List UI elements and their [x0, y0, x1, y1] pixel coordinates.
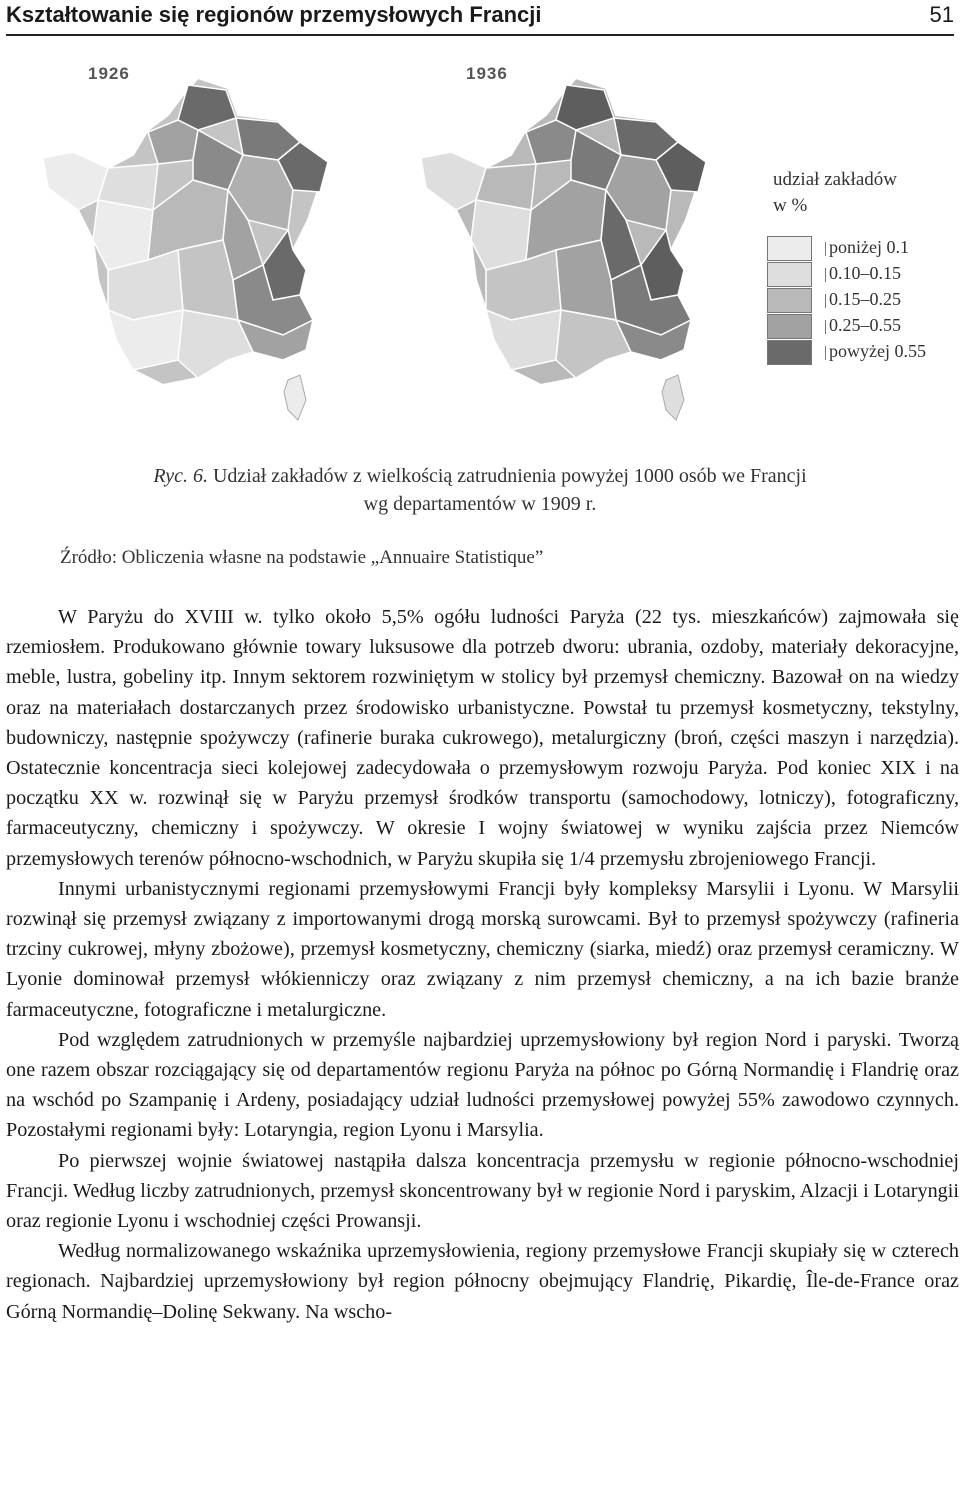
map-year-label: 1926 [88, 64, 130, 83]
legend-title-line2: w % [773, 195, 808, 216]
figure-number: Ryc. 6. [153, 465, 208, 487]
legend-label: 0.15–0.25 [829, 289, 901, 309]
legend-swatch [767, 314, 812, 339]
legend-tick [825, 268, 826, 282]
map-year-label: 1936 [466, 64, 508, 83]
figure-caption-line1 [0, 462, 960, 490]
legend-title [773, 167, 933, 219]
body-text [6, 602, 959, 1327]
legend-label: 0.25–0.55 [829, 315, 901, 335]
france-map-1926 [38, 60, 368, 430]
legend-tick [825, 346, 826, 360]
paragraph: Innymi urbanistycznymi regionami przemysłowymi Francji były kompleksy Marsylii i Lyonu. W Marsylii rozwinął się przemysł związany z importowanymi drogą morską surowcami. Był to przemysł spożywczy (rafineria trzciny cukrowej, młyny zbożowe), przemysł kosmetyczny, chemiczny (siarka, miedź) oraz przemysł ceramiczny. W Lyonie dominował przemysł włókienniczy oraz związany z nim przemysł chemiczny, a na ich bazie branże farmaceutyczne, fotograficzne i metalurgiczne. [6, 877, 959, 1021]
figure-caption-line2: wg departamentów w 1909 r. [363, 493, 597, 515]
legend-swatch [767, 340, 812, 365]
france-map-1936 [416, 60, 746, 430]
legend-title-line1: udział zakładów [773, 169, 897, 190]
caption-text: Udział zakładów z wielkością zatrudnienia powyżej 1000 osób we Francji [207, 465, 807, 487]
legend-label: powyżej 0.55 [829, 341, 926, 361]
legend-tick [825, 294, 826, 308]
legend-swatch [767, 288, 812, 313]
legend-label: poniżej 0.1 [829, 237, 909, 257]
legend-tick [825, 242, 826, 256]
paragraph: Według normalizowanego wskaźnika uprzemysłowienia, regiony przemysłowe Francji skupiały się w czterech regionach. Najbardziej uprzemysłowiony był region północny obejmujący Flandrię, Pikardię, Île-de-France oraz Górną Normandię–Dolinę Sekwany. Na wscho- [6, 1240, 959, 1323]
figure-maps [0, 60, 960, 460]
paragraph: Pod względem zatrudnionych w przemyśle najbardziej uprzemysłowiony był region Nord i paryski. Tworzą one razem obszar rozciągający się od departamentów regionu Paryża na północ po Górną Normandię i Flandrię oraz na wschód po Szampanię i Ardeny, posiadający udział ludności przemysłowej powyżej 55% zawodowo czynnych. Pozostałymi regionami były: Lotaryngia, region Lyonu i Marsylia. [6, 1028, 959, 1142]
running-header [6, 0, 954, 36]
paragraph: Po pierwszej wojnie światowej nastąpiła dalsza koncentracja przemysłu w regionie północno-wschodniej Francji. Według liczby zatrudnionych, przemysł skoncentrowany był w regionie Nord i paryskim, Alzacji i Lotaryngii oraz regionie Lyonu i wschodniej części Prowansji. [6, 1149, 959, 1233]
legend-label: 0.10–0.15 [829, 263, 901, 283]
running-title: Kształtowanie się regionów przemysłowych Francji [6, 2, 542, 27]
figure-source: Źródło: Obliczenia własne na podstawie „Annuaire Statistique” [60, 547, 544, 568]
page-number: 51 [929, 2, 954, 27]
legend-swatch [767, 262, 812, 287]
map-1926 [38, 60, 368, 430]
legend-tick [825, 320, 826, 334]
paragraph: W Paryżu do XVIII w. tylko około 5,5% ogółu ludności Paryża (22 tys. mieszkańców) zajmowała się rzemiosłem. Produkowano głównie towary luksusowe dla potrzeb dworu: ubrania, ozdoby, materiały dekoracyjne, meble, lustra, gobeliny itp. Innym sektorem rozwiniętym w stolicy był przemysł chemiczny. Bazował on na wiedzy oraz na materiałach dostarczanych przez środowisko urbanistyczne. Powstał tu przemysł kosmetyczny, tekstylny, budowniczy, następnie spożywczy (rafinerie buraka cukrowego), metalurgiczny (broń, części maszyn i narzędzia). Ostatecznie koncentracja sieci kolejowej zadecydowała o przemysłowym rozwoju Paryża. Pod koniec XIX i na początku XX w. rozwinął się w Paryżu przemysł środków transportu (samochodowy, lotniczy), fotograficzny, farmaceutyczny, chemiczny i spożywczy. W okresie I wojny światowej w wyniku zajścia przez Niemców przemysłowych terenów północno-wschodnich, w Paryżu skupiła się 1/4 przemysłu zbrojeniowego Francji. [6, 606, 959, 870]
legend-swatch [767, 236, 812, 261]
map-1936 [416, 60, 746, 430]
